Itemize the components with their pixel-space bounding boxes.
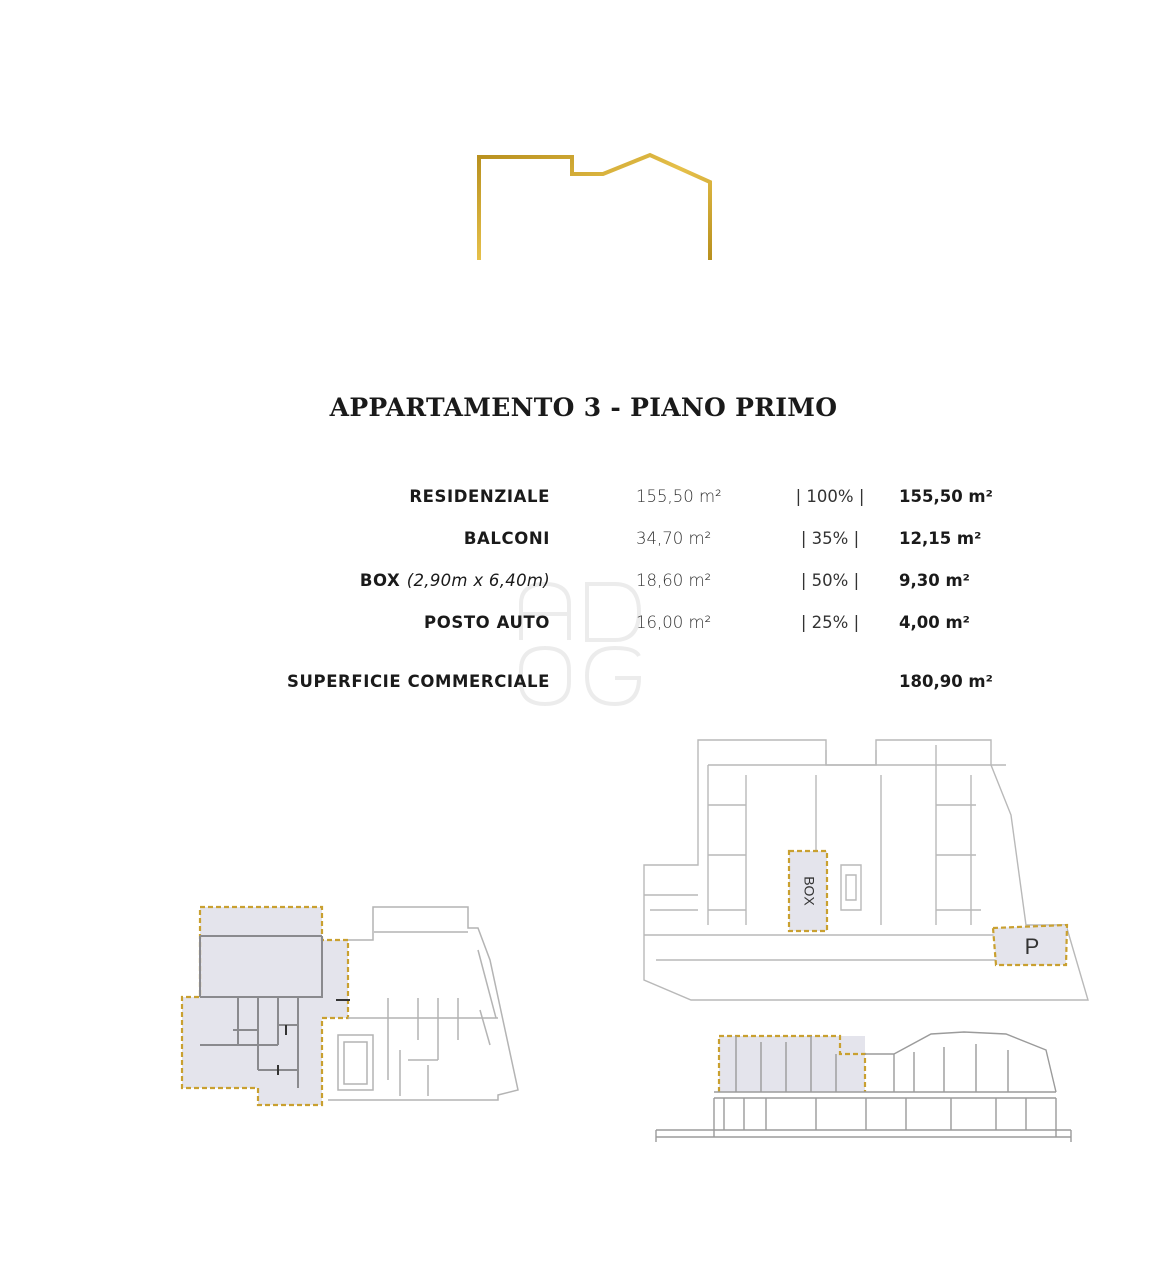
row-percentage: | 35% | (800, 529, 860, 548)
row-label: RESIDENZIALE (409, 487, 550, 506)
row-percentage: | 100% | (795, 487, 865, 506)
row-label: BALCONI (463, 529, 550, 548)
row-percentage: | 50% | (800, 571, 860, 590)
building-walls (328, 907, 518, 1100)
row-label: BOX (2,90m x 6,40m) (359, 571, 550, 590)
row-total: 4,00 m² (899, 613, 970, 632)
balcony-area (182, 997, 200, 1088)
row-total: 155,50 m² (899, 487, 993, 506)
row-note: (2,90m x 6,40m) (406, 571, 550, 590)
row-area: 18,60 m² (636, 571, 712, 590)
row-area: 16,00 m² (636, 613, 712, 632)
table-row (0, 613, 1167, 637)
parking-label: P (1024, 933, 1040, 959)
apartment-section-area (719, 1036, 865, 1092)
row-percentage: | 25% | (800, 613, 860, 632)
page-title: APPARTAMENTO 3 - PIANO PRIMO (329, 393, 838, 422)
summary-total: 180,90 m² (899, 672, 993, 691)
box-label: BOX (801, 876, 818, 906)
floor-plan-first-floor (178, 900, 523, 1120)
floor-plan-ground-level (636, 735, 1092, 1015)
summary-row (0, 672, 1167, 696)
summary-label: SUPERFICIE COMMERCIALE (287, 672, 550, 691)
row-total: 9,30 m² (899, 571, 970, 590)
table-row (0, 529, 1167, 553)
row-area: 155,50 m² (636, 487, 722, 506)
row-label: POSTO AUTO (424, 613, 550, 632)
table-row (0, 571, 1167, 595)
row-area: 34,70 m² (636, 529, 712, 548)
building-section-drawing (646, 1022, 1082, 1152)
table-row (0, 487, 1167, 511)
row-total: 12,15 m² (899, 529, 982, 548)
logo-roofline-icon (470, 148, 720, 268)
